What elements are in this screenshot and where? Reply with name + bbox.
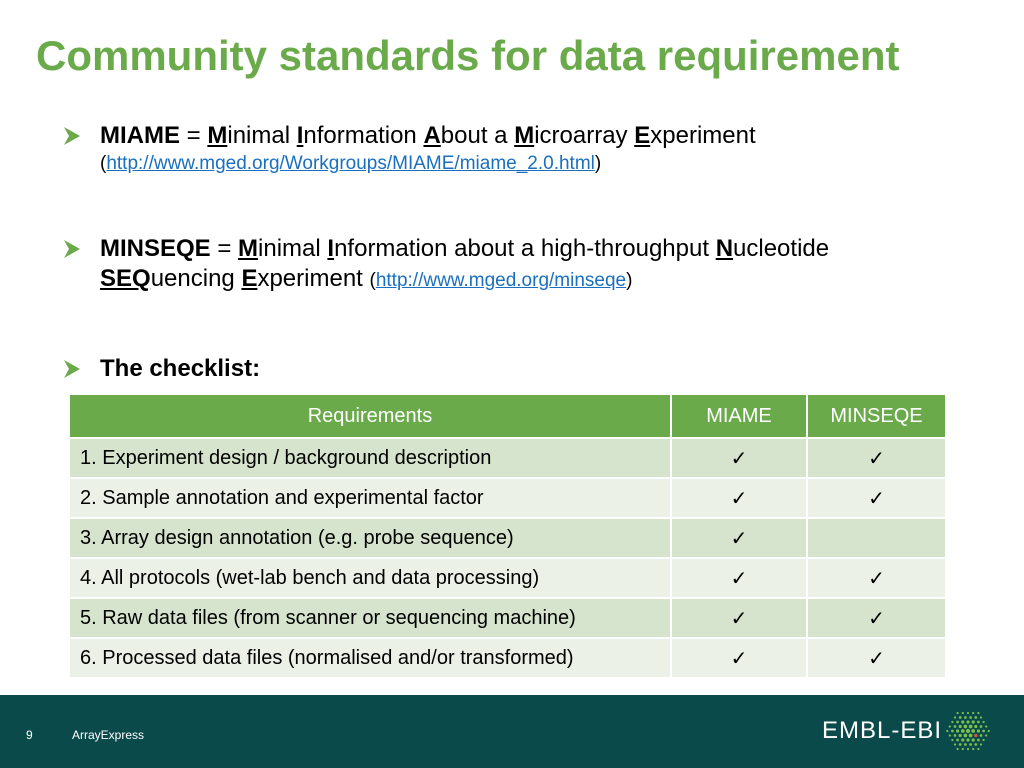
logo-dot xyxy=(951,739,953,741)
logo-dot xyxy=(959,716,962,719)
logo-dot xyxy=(961,720,964,723)
logo-dot xyxy=(977,712,979,714)
logo-dot xyxy=(964,716,967,719)
logo-dot xyxy=(959,734,962,737)
word-part: icroarray xyxy=(534,122,635,149)
requirement-cell: 6. Processed data files (normalised and/or transformed) xyxy=(69,638,671,678)
logo-dot xyxy=(954,743,956,745)
logo-dot xyxy=(966,729,970,733)
bullet-checklist xyxy=(62,354,982,384)
minseqe-check: ✓ xyxy=(807,558,946,598)
logo-dot xyxy=(949,734,951,736)
minseqe-link[interactable]: http://www.mged.org/minseqe xyxy=(375,270,627,291)
minseqe-check: ✓ xyxy=(807,478,946,518)
logo-dot xyxy=(966,738,969,741)
embl-ebi-logo-text: EMBL-EBI xyxy=(822,717,943,744)
miame-check: ✓ xyxy=(671,518,807,558)
logo-dot xyxy=(956,721,959,724)
slide-footer xyxy=(0,695,1024,768)
logo-dot xyxy=(956,739,959,742)
paren-open: ( xyxy=(100,153,107,174)
slide-title: Community standards for data requirement xyxy=(36,32,900,79)
logo-dot xyxy=(961,729,965,733)
logo-dot xyxy=(961,738,964,741)
logo-dot xyxy=(980,725,983,728)
header-miame: MIAME xyxy=(671,394,807,438)
letters-seq: SEQ xyxy=(100,265,151,292)
page-number: 9 xyxy=(26,728,33,742)
miame-check: ✓ xyxy=(671,558,807,598)
paren-open: ( xyxy=(369,270,376,291)
logo-dot xyxy=(980,743,982,745)
word-part: ucleotide xyxy=(733,235,830,262)
logo-dot xyxy=(983,739,985,741)
word-part: xperiment xyxy=(650,122,756,149)
miame-url-line xyxy=(100,151,982,177)
arrow-bullet-icon xyxy=(62,238,82,260)
table-row xyxy=(69,478,946,518)
arrow-bullet-icon xyxy=(62,358,82,380)
logo-dot xyxy=(972,720,975,723)
word-part: nformation xyxy=(303,122,424,149)
letter-m: M xyxy=(238,235,259,262)
logo-dot xyxy=(967,712,969,714)
logo-dot xyxy=(957,748,959,750)
word-part: inimal xyxy=(258,235,328,262)
word-part: uencing xyxy=(150,265,242,292)
logo-dot xyxy=(956,729,959,732)
logo-dot xyxy=(969,725,973,729)
table-row xyxy=(69,598,946,638)
logo-dot xyxy=(967,748,969,750)
logo-dot xyxy=(962,712,964,714)
logo-dot xyxy=(969,734,973,738)
miame-check: ✓ xyxy=(671,638,807,678)
logo-dot xyxy=(971,729,975,733)
letter-n: N xyxy=(715,235,734,262)
logo-dot xyxy=(954,716,956,718)
miame-term: MIAME xyxy=(100,122,180,149)
minseqe-check: ✓ xyxy=(807,638,946,678)
minseqe-term: MINSEQE xyxy=(100,235,211,262)
requirement-cell: 1. Experiment design / background description xyxy=(69,438,671,478)
requirement-cell: 3. Array design annotation (e.g. probe sequence) xyxy=(69,518,671,558)
minseqe-check xyxy=(807,518,946,558)
table-row xyxy=(69,518,946,558)
miame-check: ✓ xyxy=(671,438,807,478)
logo-dot xyxy=(988,730,990,732)
requirement-cell: 5. Raw data files (from scanner or sequencing machine) xyxy=(69,598,671,638)
checklist-table xyxy=(68,393,947,679)
logo-dot xyxy=(985,725,987,727)
paren-close: ) xyxy=(626,270,633,291)
logo-dot xyxy=(969,743,972,746)
logo-dot xyxy=(974,734,977,737)
word-part: xperiment xyxy=(257,265,370,292)
bullet-miame xyxy=(62,121,982,177)
arrow-bullet-icon xyxy=(62,125,82,147)
letter-i: I xyxy=(327,235,335,262)
logo-dot xyxy=(966,720,969,723)
miame-check: ✓ xyxy=(671,478,807,518)
logo-dot xyxy=(974,716,977,719)
word-part: bout a xyxy=(440,122,515,149)
equals: = xyxy=(210,235,239,262)
logo-dot xyxy=(951,730,954,733)
logo-dot xyxy=(977,748,979,750)
letter-m2: M xyxy=(514,122,535,149)
letter-i: I xyxy=(296,122,304,149)
logo-dot xyxy=(977,721,980,724)
logo-dot xyxy=(951,721,953,723)
bullet-minseqe xyxy=(62,234,982,294)
minseqe-check: ✓ xyxy=(807,598,946,638)
equals: = xyxy=(180,122,208,149)
minseqe-check: ✓ xyxy=(807,438,946,478)
requirement-cell: 4. All protocols (wet-lab bench and data processing) xyxy=(69,558,671,598)
logo-dot xyxy=(982,730,985,733)
miame-link[interactable]: http://www.mged.org/Workgroups/MIAME/miame_2.0.html xyxy=(106,153,595,174)
table-row xyxy=(69,558,946,598)
logo-dot xyxy=(954,725,957,728)
table-row xyxy=(69,638,946,678)
logo-dot xyxy=(959,743,962,746)
checklist-heading: The checklist: xyxy=(100,355,261,382)
header-minseqe: MINSEQE xyxy=(807,394,946,438)
logo-dot xyxy=(964,734,968,738)
logo-dot xyxy=(983,721,985,723)
logo-dot xyxy=(957,712,959,714)
logo-dot xyxy=(977,739,980,742)
logo-dot xyxy=(985,734,987,736)
logo-dot xyxy=(972,712,974,714)
header-requirements: Requirements xyxy=(69,394,671,438)
logo-dot xyxy=(980,716,982,718)
table-header-row xyxy=(69,394,946,438)
logo-dot xyxy=(974,725,977,728)
letter-e: E xyxy=(241,265,258,292)
logo-dot xyxy=(972,738,975,741)
logo-dot xyxy=(964,743,967,746)
minseqe-url-group xyxy=(370,270,633,291)
footer-label: ArrayExpress xyxy=(72,728,145,742)
logo-dot xyxy=(972,748,974,750)
table-row xyxy=(69,438,946,478)
logo-dot xyxy=(974,743,977,746)
letter-e: E xyxy=(634,122,651,149)
logo-dot xyxy=(969,716,972,719)
logo-dot xyxy=(959,725,962,728)
logo-dot xyxy=(949,725,951,727)
logo-dot xyxy=(962,748,964,750)
letter-m: M xyxy=(207,122,228,149)
logo-dot xyxy=(954,734,957,737)
word-part: nformation about a high-throughput xyxy=(334,235,716,262)
logo-dot xyxy=(980,734,983,737)
paren-close: ) xyxy=(594,153,602,174)
word-part: inimal xyxy=(227,122,297,149)
embl-ebi-dots-logo-icon xyxy=(942,705,994,757)
miame-check: ✓ xyxy=(671,598,807,638)
logo-dot xyxy=(946,730,948,732)
letter-a: A xyxy=(423,122,441,149)
logo-dot xyxy=(977,729,980,732)
logo-dot xyxy=(964,725,968,729)
requirement-cell: 2. Sample annotation and experimental factor xyxy=(69,478,671,518)
